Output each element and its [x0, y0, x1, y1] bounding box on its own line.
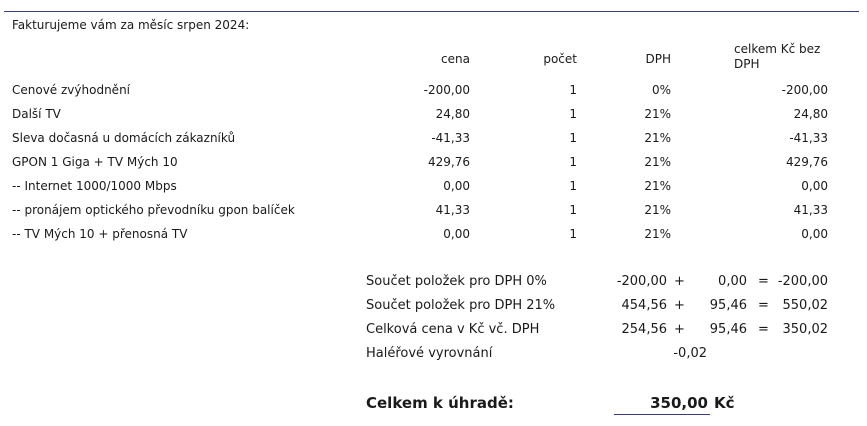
rounding-value: -0,02	[673, 346, 707, 361]
item-quantity: 1	[569, 155, 577, 169]
item-name: Sleva dočasná u domácích zákazníků	[12, 131, 236, 145]
header-quantity: počet	[543, 52, 577, 66]
summary-vat: 95,46	[709, 298, 747, 313]
rounding-label: Haléřové vyrovnání	[366, 346, 493, 361]
top-divider	[4, 11, 859, 12]
header-vat: DPH	[645, 52, 671, 66]
item-quantity: 1	[569, 107, 577, 121]
summary-row	[0, 296, 867, 320]
equals-sign: =	[758, 322, 769, 337]
grand-total-amount: 350,00	[650, 394, 708, 412]
item-price: 24,80	[435, 107, 470, 121]
summary-base: 254,56	[621, 322, 667, 337]
item-name: GPON 1 Giga + TV Mých 10	[12, 155, 178, 169]
summary-vat: 95,46	[709, 322, 747, 337]
summary-total: -200,00	[777, 274, 828, 289]
item-vat-rate: 21%	[644, 203, 671, 217]
plus-sign: +	[674, 274, 685, 289]
item-vat-rate: 21%	[644, 131, 671, 145]
invoice-intro: Fakturujeme vám za měsíc srpen 2024:	[12, 18, 250, 32]
summary-label: Celková cena v Kč vč. DPH	[366, 322, 540, 337]
item-price: 0,00	[443, 179, 470, 193]
item-row	[0, 200, 867, 224]
item-total: 0,00	[801, 227, 828, 241]
item-vat-rate: 21%	[644, 155, 671, 169]
item-total: 429,76	[786, 155, 828, 169]
item-vat-rate: 21%	[644, 227, 671, 241]
item-quantity: 1	[569, 179, 577, 193]
item-price: -41,33	[431, 131, 470, 145]
item-total: -41,33	[789, 131, 828, 145]
summary-total: 350,02	[782, 322, 828, 337]
plus-sign: +	[674, 298, 685, 313]
plus-sign: +	[674, 322, 685, 337]
item-total: -200,00	[781, 83, 828, 97]
item-name: Cenové zvýhodnění	[12, 83, 131, 97]
equals-sign: =	[758, 298, 769, 313]
summary-label: Součet položek pro DPH 0%	[366, 274, 547, 289]
item-vat-rate: 0%	[651, 83, 671, 97]
item-row	[0, 176, 867, 200]
grand-total-underline	[614, 414, 710, 415]
item-row	[0, 152, 867, 176]
summary-base: -200,00	[616, 274, 667, 289]
item-quantity: 1	[569, 131, 577, 145]
item-quantity: 1	[569, 83, 577, 97]
invoice-items	[0, 80, 867, 248]
item-name: -- pronájem optického převodníku gpon balíček	[12, 203, 295, 217]
summary-label: Součet položek pro DPH 21%	[366, 298, 556, 313]
item-price: 41,33	[435, 203, 470, 217]
item-row	[0, 80, 867, 104]
item-total: 24,80	[793, 107, 828, 121]
item-name: -- TV Mých 10 + přenosná TV	[12, 227, 188, 241]
item-row	[0, 224, 867, 248]
vat-summary	[0, 272, 867, 368]
header-price: cena	[441, 52, 470, 66]
summary-row	[0, 320, 867, 344]
item-vat-rate: 21%	[644, 107, 671, 121]
item-vat-rate: 21%	[644, 179, 671, 193]
summary-vat: 0,00	[718, 274, 747, 289]
item-row	[0, 128, 867, 152]
item-total: 41,33	[793, 203, 828, 217]
item-name: Další TV	[12, 107, 61, 121]
summary-base: 454,56	[621, 298, 667, 313]
item-price: -200,00	[423, 83, 470, 97]
item-quantity: 1	[569, 227, 577, 241]
grand-total-label: Celkem k úhradě:	[366, 394, 514, 412]
item-total: 0,00	[801, 179, 828, 193]
item-price: 0,00	[443, 227, 470, 241]
summary-total: 550,02	[782, 298, 828, 313]
grand-total-currency: Kč	[714, 394, 735, 412]
item-quantity: 1	[569, 203, 577, 217]
equals-sign: =	[758, 274, 769, 289]
item-row	[0, 104, 867, 128]
item-name: -- Internet 1000/1000 Mbps	[12, 179, 177, 193]
summary-row	[0, 272, 867, 296]
header-total-without-vat: celkem Kč bez DPH	[734, 42, 821, 71]
item-price: 429,76	[428, 155, 470, 169]
rounding-row	[0, 344, 867, 368]
